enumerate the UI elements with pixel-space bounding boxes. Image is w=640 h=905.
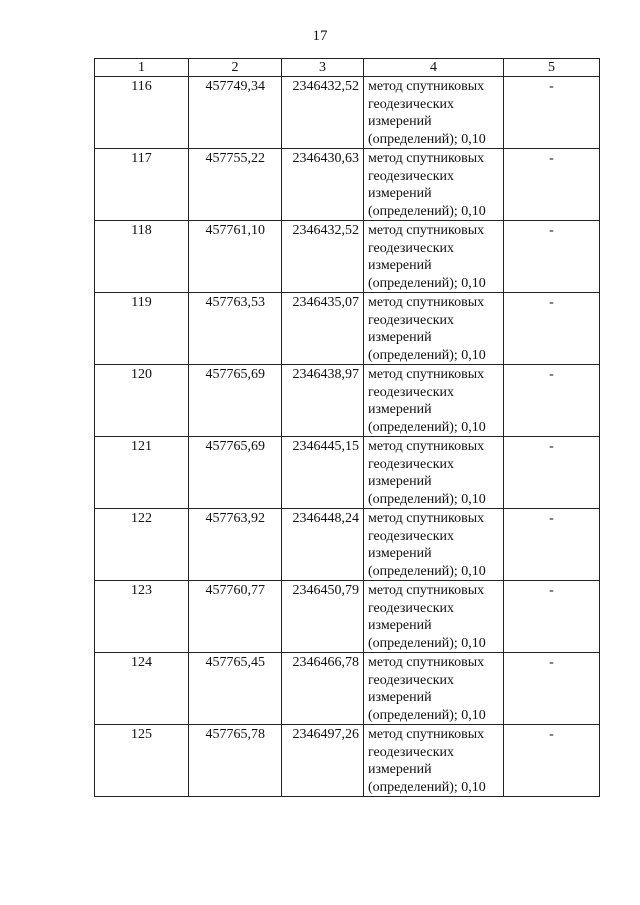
method-line: метод спутниковых: [368, 583, 485, 598]
x-coordinate-cell: [189, 77, 282, 149]
x-coordinate-cell: [189, 221, 282, 293]
method-line: (определений); 0,10: [368, 635, 486, 651]
y-coordinate-cell: [282, 293, 364, 365]
y-coordinate-cell: [282, 365, 364, 437]
y-coordinate-cell-text: 2346448,24: [292, 511, 359, 526]
table-row: [95, 365, 600, 437]
method-line: (определений); 0,10: [368, 131, 486, 147]
x-coordinate-cell-text: 457749,34: [205, 79, 265, 94]
x-coordinate-cell: [189, 437, 282, 509]
method-cell: [364, 293, 504, 365]
point-number-cell-text: 119: [131, 295, 152, 310]
method-line: (определений); 0,10: [368, 203, 486, 219]
method-line: метод спутниковых: [368, 367, 485, 382]
note-cell: [504, 77, 600, 149]
x-coordinate-cell-text: 457763,92: [205, 511, 265, 526]
point-number-cell-text: 118: [131, 223, 152, 238]
x-coordinate-cell-text: 457755,22: [205, 151, 265, 166]
y-coordinate-cell: [282, 149, 364, 221]
note-cell-text: -: [549, 727, 554, 742]
point-number-cell: [95, 725, 189, 797]
point-number-cell-text: 123: [131, 583, 152, 598]
method-line: (определений); 0,10: [368, 563, 486, 579]
header-col-5: 5: [504, 59, 600, 77]
method-line: геодезических: [368, 456, 455, 472]
method-line: измерений: [368, 402, 432, 417]
method-line: измерений: [368, 618, 432, 633]
point-number-cell-text: 116: [131, 79, 152, 94]
x-coordinate-cell-text: 457765,69: [205, 439, 265, 454]
note-cell-text: -: [549, 655, 554, 670]
table-body: [95, 77, 600, 797]
method-line: измерений: [368, 258, 432, 273]
method-line: (определений); 0,10: [368, 347, 486, 363]
point-number-cell: [95, 653, 189, 725]
method-cell: [364, 221, 504, 293]
point-number-cell: [95, 293, 189, 365]
method-line: геодезических: [368, 240, 455, 256]
table-row: [95, 77, 600, 149]
note-cell: [504, 653, 600, 725]
point-number-cell: [95, 509, 189, 581]
y-coordinate-cell-text: 2346450,79: [292, 583, 359, 598]
y-coordinate-cell-text: 2346497,26: [292, 727, 359, 742]
y-coordinate-cell: [282, 509, 364, 581]
method-line: измерений: [368, 762, 432, 777]
note-cell: [504, 437, 600, 509]
point-number-cell: [95, 581, 189, 653]
x-coordinate-cell-text: 457761,10: [205, 223, 265, 238]
x-coordinate-cell: [189, 149, 282, 221]
method-line: метод спутниковых: [368, 511, 485, 526]
point-number-cell-text: 121: [131, 439, 152, 454]
method-line: метод спутниковых: [368, 727, 485, 742]
method-line: (определений); 0,10: [368, 491, 486, 507]
x-coordinate-cell: [189, 509, 282, 581]
x-coordinate-cell: [189, 653, 282, 725]
method-line: метод спутниковых: [368, 151, 485, 166]
point-number-cell-text: 122: [131, 511, 152, 526]
note-cell-text: -: [549, 439, 554, 454]
x-coordinate-cell: [189, 365, 282, 437]
method-line: метод спутниковых: [368, 79, 485, 94]
y-coordinate-cell: [282, 725, 364, 797]
note-cell-text: -: [549, 583, 554, 598]
method-cell-text: [368, 149, 503, 220]
method-line: метод спутниковых: [368, 439, 485, 454]
y-coordinate-cell-text: 2346466,78: [292, 655, 359, 670]
method-cell-text: [368, 653, 503, 724]
point-number-cell: [95, 365, 189, 437]
note-cell-text: -: [549, 223, 554, 238]
table-row: [95, 221, 600, 293]
point-number-cell: [95, 437, 189, 509]
method-cell: [364, 437, 504, 509]
method-line: геодезических: [368, 600, 455, 616]
point-number-cell-text: 125: [131, 727, 152, 742]
method-cell-text: [368, 221, 503, 292]
method-line: геодезических: [368, 384, 455, 400]
x-coordinate-cell-text: 457765,69: [205, 367, 265, 382]
method-line: измерений: [368, 186, 432, 201]
table-row: [95, 509, 600, 581]
method-cell-text: [368, 581, 503, 652]
method-cell-text: [368, 77, 503, 148]
note-cell: [504, 509, 600, 581]
y-coordinate-cell-text: 2346432,52: [292, 223, 359, 238]
table-row: [95, 581, 600, 653]
method-line: измерений: [368, 690, 432, 705]
table-row: [95, 149, 600, 221]
x-coordinate-cell-text: 457760,77: [205, 583, 265, 598]
method-line: метод спутниковых: [368, 223, 485, 238]
point-number-cell-text: 120: [131, 367, 152, 382]
method-line: геодезических: [368, 528, 455, 544]
header-col-2: 2: [189, 59, 282, 77]
y-coordinate-cell: [282, 221, 364, 293]
header-col-1: 1: [95, 59, 189, 77]
x-coordinate-cell: [189, 293, 282, 365]
header-col-3: 3: [282, 59, 364, 77]
method-line: геодезических: [368, 672, 455, 688]
x-coordinate-cell-text: 457765,45: [205, 655, 265, 670]
method-cell: [364, 725, 504, 797]
y-coordinate-cell-text: 2346435,07: [292, 295, 359, 310]
method-line: геодезических: [368, 744, 455, 760]
note-cell-text: -: [549, 79, 554, 94]
method-line: (определений); 0,10: [368, 707, 486, 723]
method-cell: [364, 149, 504, 221]
note-cell: [504, 221, 600, 293]
method-line: измерений: [368, 330, 432, 345]
method-cell-text: [368, 365, 503, 436]
method-cell: [364, 653, 504, 725]
note-cell-text: -: [549, 151, 554, 166]
method-cell-text: [368, 509, 503, 580]
method-line: измерений: [368, 474, 432, 489]
y-coordinate-cell: [282, 653, 364, 725]
table-row: [95, 437, 600, 509]
coordinates-table: [94, 58, 600, 797]
table-row: [95, 293, 600, 365]
point-number-cell-text: 117: [131, 151, 152, 166]
method-line: измерений: [368, 114, 432, 129]
table-row: [95, 653, 600, 725]
table-header: [95, 59, 600, 77]
method-line: измерений: [368, 546, 432, 561]
header-col-4: 4: [364, 59, 504, 77]
method-cell: [364, 365, 504, 437]
note-cell: [504, 365, 600, 437]
x-coordinate-cell: [189, 581, 282, 653]
note-cell: [504, 293, 600, 365]
y-coordinate-cell-text: 2346445,15: [292, 439, 359, 454]
method-cell: [364, 581, 504, 653]
x-coordinate-cell-text: 457765,78: [205, 727, 265, 742]
y-coordinate-cell-text: 2346430,63: [292, 151, 359, 166]
method-line: геодезических: [368, 96, 455, 112]
note-cell: [504, 725, 600, 797]
y-coordinate-cell-text: 2346432,52: [292, 79, 359, 94]
method-cell-text: [368, 437, 503, 508]
point-number-cell-text: 124: [131, 655, 152, 670]
note-cell-text: -: [549, 295, 554, 310]
method-line: (определений); 0,10: [368, 419, 486, 435]
note-cell: [504, 149, 600, 221]
method-line: (определений); 0,10: [368, 779, 486, 795]
y-coordinate-cell: [282, 437, 364, 509]
method-line: геодезических: [368, 168, 455, 184]
point-number-cell: [95, 149, 189, 221]
method-cell-text: [368, 725, 503, 796]
y-coordinate-cell: [282, 77, 364, 149]
point-number-cell: [95, 77, 189, 149]
page-number: 17: [312, 28, 328, 44]
method-line: метод спутниковых: [368, 295, 485, 310]
y-coordinate-cell: [282, 581, 364, 653]
x-coordinate-cell-text: 457763,53: [205, 295, 265, 310]
method-cell: [364, 77, 504, 149]
point-number-cell: [95, 221, 189, 293]
note-cell-text: -: [549, 367, 554, 382]
method-line: метод спутниковых: [368, 655, 485, 670]
method-line: геодезических: [368, 312, 455, 328]
note-cell: [504, 581, 600, 653]
method-line: (определений); 0,10: [368, 275, 486, 291]
y-coordinate-cell-text: 2346438,97: [292, 367, 359, 382]
method-cell: [364, 509, 504, 581]
note-cell-text: -: [549, 511, 554, 526]
table-row: [95, 725, 600, 797]
x-coordinate-cell: [189, 725, 282, 797]
header-row: [95, 59, 600, 77]
method-cell-text: [368, 293, 503, 364]
